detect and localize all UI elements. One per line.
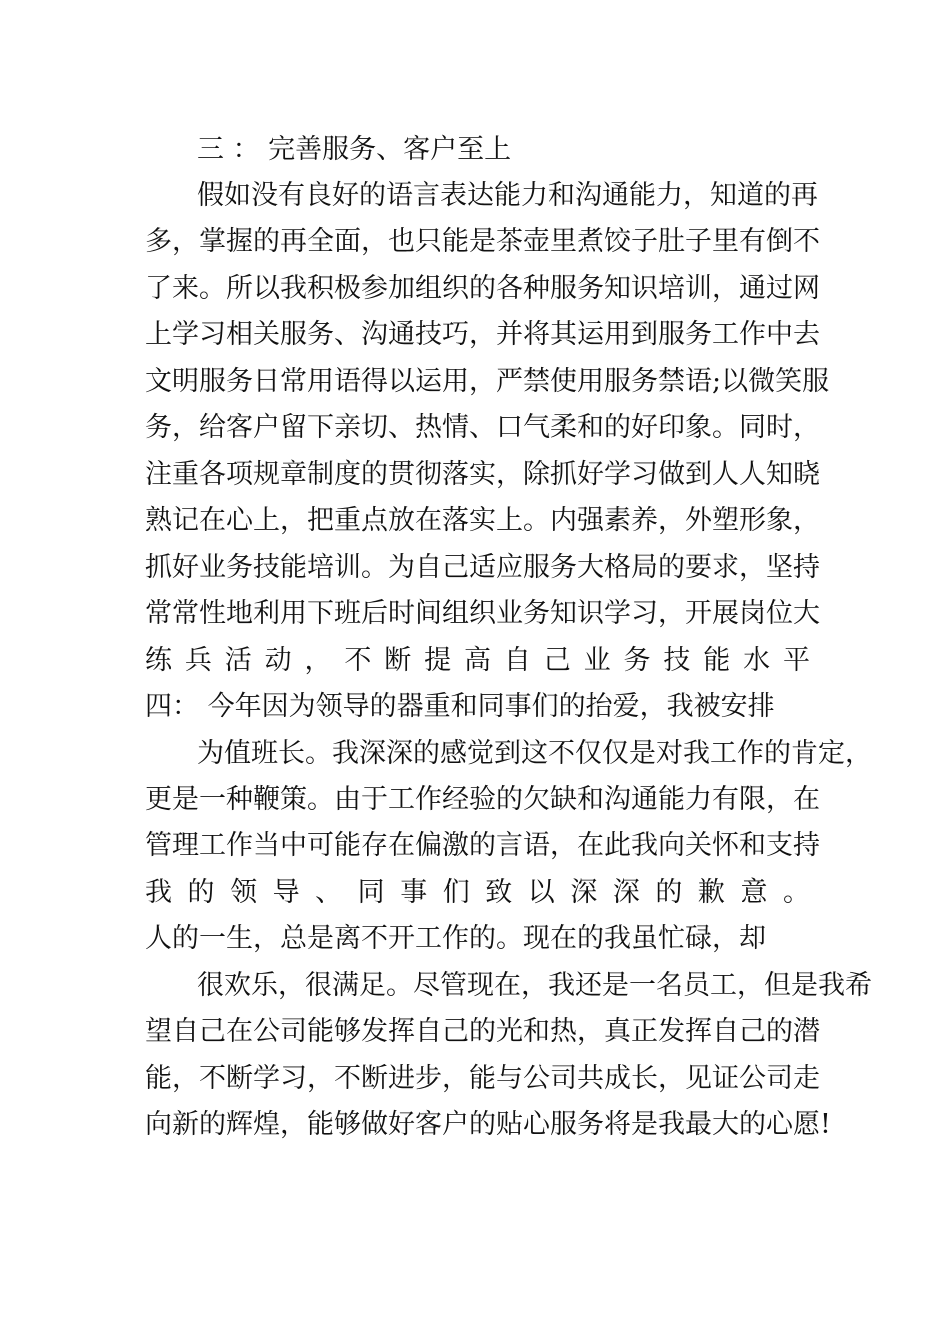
paragraph-line: 务，给客户留下亲切、热情、口气柔和的好印象。同时， (145, 412, 820, 443)
closing-paragraph-line: 很欢乐，很满足。尽管现在，我还是一名员工，但是我希 (197, 970, 872, 1001)
paragraph-line: 上学习相关服务、沟通技巧，并将其运用到服务工作中去 (145, 319, 820, 350)
paragraph-line: 抓好业务技能培训。为自己适应服务大格局的要求，坚持 (145, 552, 820, 583)
paragraph-line: 我的领导、同事们致以深深的歉意。 (145, 877, 810, 908)
section-heading-three: 三 ： 完善服务、客户至上 (197, 134, 512, 165)
paragraph-line: 熟记在心上，把重点放在落实上。内强素养，外塑形象， (145, 505, 820, 536)
paragraph-line: 更是一种鞭策。由于工作经验的欠缺和沟通能力有限，在 (145, 784, 820, 815)
paragraph-line: 管理工作当中可能存在偏激的言语，在此我向关怀和支持 (145, 830, 820, 861)
paragraph-line: 能，不断学习，不断进步，能与公司共成长，见证公司走 (145, 1063, 820, 1094)
paragraph-line: 文明服务日常用语得以运用，严禁使用服务禁语;以微笑服 (145, 366, 830, 397)
paragraph-line: 了来。所以我积极参加组织的各种服务知识培训，通过网 (145, 273, 820, 304)
paragraph-line: 练兵活动，不断提高自己业务技能水平 (145, 645, 810, 676)
paragraph-line: 向新的辉煌，能够做好客户的贴心服务将是我最大的心愿! (145, 1109, 831, 1140)
paragraph-line: 假如没有良好的语言表达能力和沟通能力，知道的再 (197, 180, 818, 211)
paragraph-line: 望自己在公司能够发挥自己的光和热，真正发挥自己的潜 (145, 1016, 820, 1047)
paragraph-line (145, 1152, 810, 1192)
paragraph-line: 常常性地利用下班后时间组织业务知识学习，开展岗位大 (145, 598, 820, 629)
paragraph-line: 四： 今年因为领导的器重和同事们的抬爱，我被安排 (145, 691, 775, 722)
section-four-line: 为值班长。我深深的感觉到这不仅仅是对我工作的肯定， (197, 738, 872, 769)
paragraph-line: 注重各项规章制度的贯彻落实，除抓好学习做到人人知晓 (145, 459, 820, 490)
paragraph-line: 多，掌握的再全面，也只能是茶壶里煮饺子肚子里有倒不 (145, 226, 820, 257)
paragraph-line: 人的一生，总是离不开工作的。现在的我虽忙碌，却 (145, 923, 766, 954)
